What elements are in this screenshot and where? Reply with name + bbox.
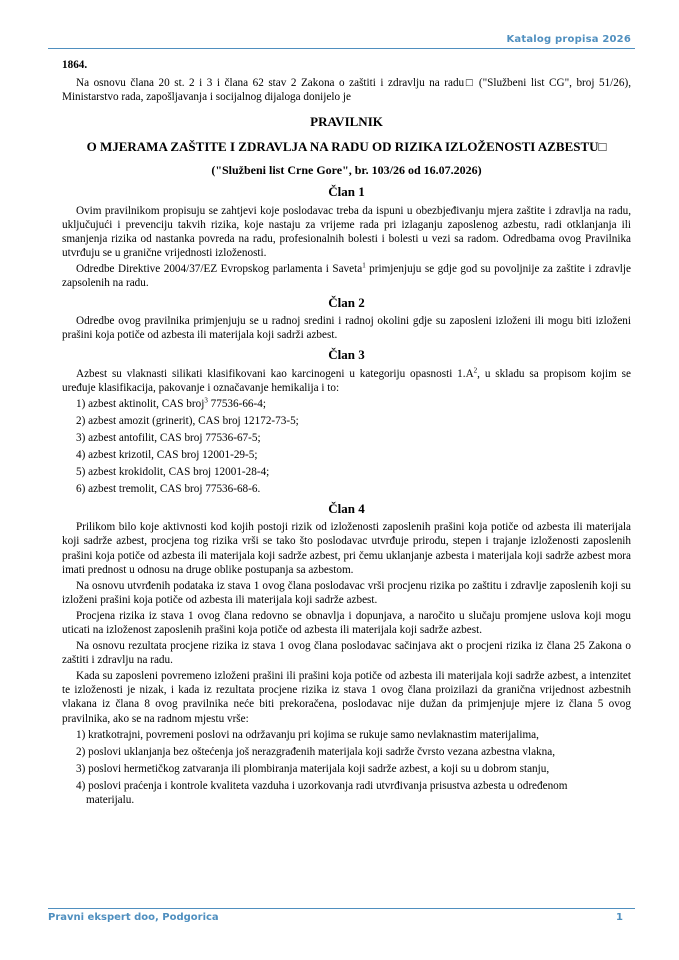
list-item: 4) poslovi praćenja i kontrole kvaliteta vazduha i uzorkovanja radi utvrđivanja prisustva azbesta u određenom materijalu. (76, 779, 568, 807)
article-4-paragraph-2: Na osnovu utvrđenih podataka iz stava 1 ovog člana poslodavac vrši procjenu rizika po zaštitu i zdravlje zaposlenih koji su izloženi prašini koja potiče od azbesta ili materijala koji sadrže azbest. (62, 579, 631, 606)
intro-paragraph: Na osnovu člana 20 st. 2 i 3 i člana 62 stav 2 Zakona o zaštiti i zdravlju na radu□ ("Službeni list CG", broj 51/26), Ministarstvo rada, zapošljavanja i socijalnog dijaloga donijelo je (62, 77, 631, 104)
article-1-heading: Član 1 (328, 184, 365, 200)
header-title: Katalog propisa 2026 (506, 34, 631, 45)
article-4-paragraph-4: Na osnovu rezultata procjene rizika iz stava 1 ovog člana poslodavac sačinjava akt o procjeni rizika iz člana 25 Zakona o zaštiti i zdravlju na radu. (62, 640, 631, 667)
article-3-heading: Član 3 (328, 347, 365, 363)
article-1-paragraph-2-text-a: Odredbe Direktive 2004/37/EZ Evropskog parlamenta i Saveta (76, 262, 363, 275)
article-1-paragraph-2-text-b: primjenjuju se gdje god su povoljnije za zaštite i zdravlje zapsolenih na radu. (62, 262, 631, 290)
footnote-ref-2: 2 (473, 365, 478, 374)
list-item: 1) kratkotrajni, povremeni poslovi na održavanju pri kojima se rukuje samo nevlaknastim materijalima, (76, 728, 539, 741)
article-4-paragraph-3: Procjena rizika iz stava 1 ovog člana redovno se obnavlja i dopunjava, a naročito u slučaju promjene uslova koji mogu uticati na izloženost zaposlenih prašini koja potiče od azbesta ili materijala koji sadrže azbest. (62, 609, 631, 636)
footnote-ref-1: 1 (362, 261, 366, 270)
footnote-ref-3: 3 (204, 395, 208, 404)
document-body (62, 56, 631, 810)
list-item: 3) azbest antofilit, CAS broj 77536-67-5; (76, 431, 261, 444)
gazette-reference: ("Službeni list Crne Gore", br. 103/26 od 16.07.2026) (211, 163, 482, 178)
article-4-paragraph-5: Kada su zaposleni povremeno izloženi prašini ili prašini koja potiče od azbesta ili materijala koji sadrže azbest, a intenzitet te izloženosti je nizak, i kada iz rezultata procjene rizika iz stava 1 ovog člana proizilazi da granična vrijednost azbestnih vlakana iz člana 8 ovog pravilnika neće biti prekoračena, poslodavac nije dužan da primjenjuje mjere iz člana 5 ovog pravilnika, ako se na radnom mjestu vrše: (62, 670, 631, 725)
list-item: 4) azbest krizotil, CAS broj 12001-29-5; (76, 448, 258, 461)
page-number: 1 (616, 912, 623, 923)
header-divider (48, 48, 635, 49)
article-1-paragraph-2 (62, 262, 631, 290)
document-title: PRAVILNIK (310, 114, 383, 130)
article-4-paragraph-1: Prilikom bilo koje aktivnosti kod kojih postoji rizik od izloženosti zaposlenih prašini koja potiče od azbesta ili materijala koji sadrže azbest, procjena tog rizika vrši se tako što poslodavac utvrđuje prirodu, stepen i trajanje izloženosti zaposlenih prašini koja potiče od azbesta ili materijala koji sadrže azbest, pri čemu uklanjanje azbesta i materijala koji sadrže azbest mora imati prednost u odnosu na druge oblike postupanja sa azbestom. (62, 521, 631, 576)
list-item: 1) azbest aktinolit, CAS broj$^3$ 77536-66-4; (76, 395, 266, 410)
article-2-paragraph-1: Odredbe ovog pravilnika primjenjuju se u radnoj sredini i radnoj okolini gdje su zaposleni izloženi ili mogu biti izloženi prašini koja potiče od azbesta ili materijala koji sadrži azbest. (62, 315, 631, 342)
list-item: 3) poslovi hermetičkog zatvaranja ili plombiranja materijala koji sadrže azbest, a koji su u dobrom stanju, (76, 762, 550, 775)
list-item: 2) poslovi uklanjanja bez oštećenja još nerazgrađenih materijala koji sadrže čvrsto vezana azbestna vlakna, (76, 745, 555, 758)
list-item: 5) azbest krokidolit, CAS broj 12001-28-4; (76, 466, 270, 479)
document-subtitle: O MJERAMA ZAŠTITE I ZDRAVLJA NA RADU OD RIZIKA IZLOŽENOSTI AZBESTU□ (86, 139, 607, 155)
document-number: 1864. (62, 59, 88, 71)
article-1-paragraph-1: Ovim pravilnikom propisuju se zahtjevi koje poslodavac treba da ispuni u obezbjeđivanju mjera zaštite i zdravlja na radu, uključujući i prevenciju takvih rizika, koje nastaju za vrijeme rada pri izlaganju zaposlenog azbestu, radi otklanjanja ili smanjenja rizika od nastanka povreda na radu, profesionalnih bolesti i bolesti u vezi sa radom. Odredbama ovog Pravilnika utvrđuju se u granične vrijednosti izloženosti. (62, 204, 631, 259)
article-3-paragraph-1-text-a: Azbest su vlaknasti silikati klasifikovani kao karcinogeni u kategoriju opasnosti 1.A (76, 367, 474, 380)
article-4-heading: Član 4 (328, 501, 365, 517)
article-2-heading: Član 2 (328, 295, 365, 311)
list-item: 6) azbest tremolit, CAS broj 77536-68-6. (76, 483, 261, 496)
footer-publisher: Pravni ekspert doo, Podgorica (48, 912, 219, 923)
list-item: 2) azbest amozit (grinerit), CAS broj 12172-73-5; (76, 414, 299, 427)
footer-divider (48, 908, 635, 909)
article-3-paragraph-1-text-b: , u skladu sa propisom kojim se uređuje klasifikacija, pakovanje i označavanje hemikalija i to: (62, 367, 632, 394)
article-3-paragraph-1 (62, 367, 631, 395)
